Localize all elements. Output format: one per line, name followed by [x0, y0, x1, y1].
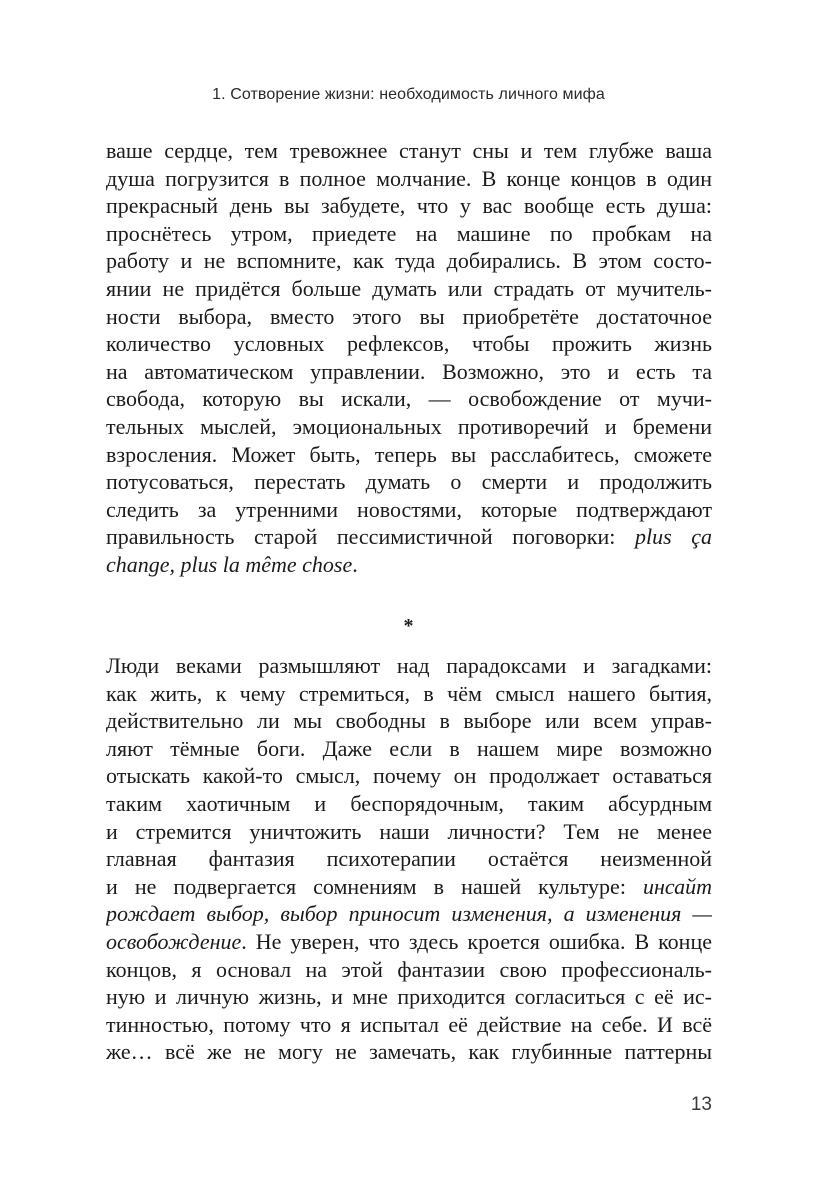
- text-line: концов, я основал на этой фантазии свою профессиональ-: [106, 956, 712, 982]
- text-line: янии не придётся больше думать или страдать от мучитель-: [106, 275, 712, 301]
- text-line: взросления. Может быть, теперь вы расслабитесь, сможете: [106, 441, 712, 467]
- text-line: ную и личную жизнь, и мне приходится согласиться с её ис-: [106, 984, 712, 1010]
- text-line: ваше сердце, тем тревожнее станут сны и тем глубже ваша: [106, 138, 712, 163]
- text-segment: и не подвергается сомнениям в нашей культуре:: [106, 873, 643, 899]
- text-line: Люди веками размышляют над парадоксами и загадками:: [106, 653, 712, 678]
- text-line: на автоматическом управлении. Возможно, это и есть та: [106, 358, 712, 384]
- text-line: потусоваться, перестать думать о смерти и продолжить: [106, 469, 712, 495]
- text-line: тельных мыслей, эмоциональных противоречий и бремени: [106, 413, 712, 439]
- text-line: [106, 873, 712, 901]
- text-line: следить за утренними новостями, которые подтверждают: [106, 496, 712, 522]
- text-line: ляют тёмные боги. Даже если в нашем мире возможно: [106, 735, 712, 761]
- text-line: [106, 900, 712, 928]
- text-line: тинностью, потому что я испытал её действие на себе. И всё: [106, 1011, 712, 1037]
- text-line: [106, 523, 712, 551]
- italic-phrase: освобождение: [106, 928, 242, 954]
- text-line: и стремится уничтожить наши личности? Тем не менее: [106, 818, 712, 844]
- italic-phrase: инсайт: [643, 873, 712, 899]
- text-segment: .: [352, 551, 358, 577]
- italic-phrase: plus ça: [634, 524, 712, 550]
- text-line: душа погрузится в полное молчание. В конце концов в один: [106, 165, 712, 191]
- italic-phrase: рождает выбор, выбор приносит изменения, а изменения —: [106, 901, 712, 927]
- section-separator: *: [403, 615, 414, 637]
- text-line: как жить, к чему стремиться, в чём смысл нашего бытия,: [106, 680, 712, 706]
- text-line: действительно ли мы свободны в выборе или всем управ-: [106, 708, 712, 734]
- paragraph-2: [106, 652, 712, 1066]
- text-segment: . Не уверен, что здесь кроется ошибка. В конце: [241, 928, 712, 954]
- text-line: таким хаотичным и беспорядочным, таким абсурдным: [106, 790, 712, 816]
- text-line: работу и не вспомните, как туда добирались. В этом состо-: [106, 248, 712, 274]
- text-line: прекрасный день вы забудете, что у вас вообще есть душа:: [106, 193, 712, 219]
- text-line: же… всё же не могу не замечать, как глубинные паттерны: [106, 1039, 712, 1065]
- running-header: 1. Сотворение жизни: необходимость личного мифа: [212, 86, 605, 103]
- page-number: 13: [690, 1094, 712, 1115]
- text-line: отыскать какой-то смысл, почему он продолжает оставаться: [106, 763, 712, 789]
- text-line: [106, 928, 712, 956]
- text-line: проснётесь утром, приедете на машине по пробкам на: [106, 220, 712, 246]
- text-segment: правильность старой пессимистичной поговорки:: [106, 524, 635, 550]
- text-line: количество условных рефлексов, чтобы прожить жизнь: [106, 331, 712, 357]
- text-line: [106, 551, 712, 579]
- italic-phrase: change, plus la même chose: [106, 551, 353, 577]
- text-line: свобода, которую вы искали, — освобождение от мучи-: [106, 386, 712, 412]
- text-line: ности выбора, вместо этого вы приобретёте достаточное: [106, 303, 712, 329]
- paragraph-1: [106, 137, 712, 579]
- text-line: главная фантазия психотерапии остаётся неизменной: [106, 846, 712, 872]
